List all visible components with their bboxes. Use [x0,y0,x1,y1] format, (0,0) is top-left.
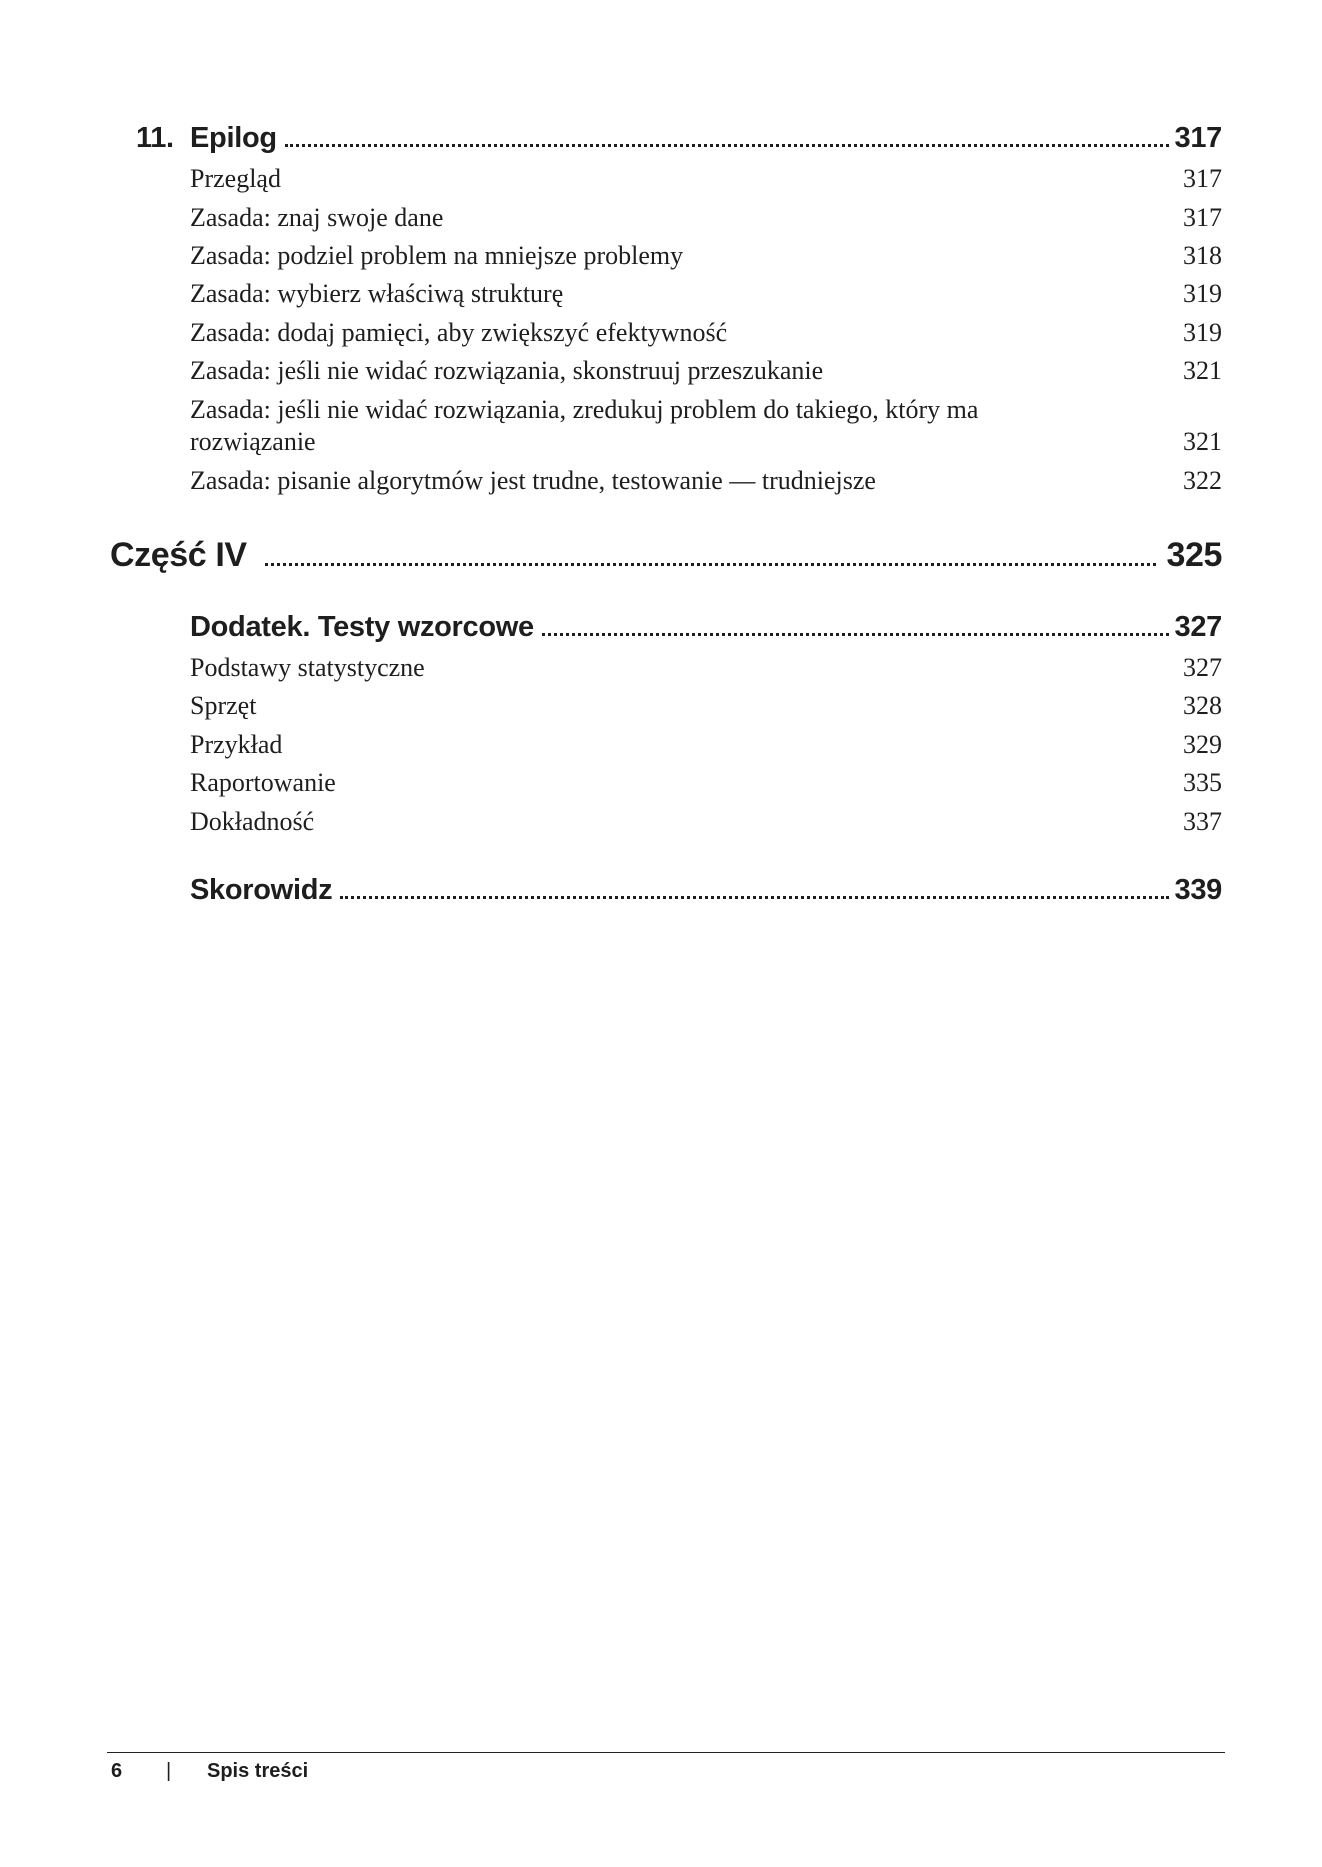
toc-entry-page: 329 [1183,730,1222,759]
chapter-number: 11. [136,122,174,154]
toc-entry-page: 321 [1183,356,1222,385]
toc-entry-label: Zasada: jeśli nie widać rozwiązania, zredukuj problem do takiego, który ma rozwiązanie [190,395,979,456]
toc-entry [190,806,1222,838]
appendix-title: Dodatek. Testy wzorcowe [190,611,534,643]
footer-page-number: 6 [111,1760,123,1782]
toc-entry-label: Dokładność [190,807,315,836]
toc-entry [190,202,1222,234]
toc-entry-label: Raportowanie [190,768,336,797]
toc-entry-label: Przykład [190,730,283,759]
dot-leader [340,896,1168,899]
dot-leader [265,563,1157,566]
toc-entry [190,767,1222,799]
toc-entry-page: 319 [1183,279,1222,308]
toc-entry [190,729,1222,761]
toc-entry-label: Zasada: jeśli nie widać rozwiązania, skonstruuj przeszukanie [190,356,824,385]
toc-entry [190,317,1222,349]
toc-entry-page: 322 [1183,466,1222,495]
chapter-page: 317 [1174,122,1222,154]
toc-entry-page: 328 [1183,691,1222,720]
part-page: 325 [1166,536,1222,574]
toc-entry-label: Przegląd [190,164,281,193]
toc-entry-label: Zasada: dodaj pamięci, aby zwiększyć efektywność [190,318,728,347]
toc-entry-page: 317 [1183,203,1222,232]
toc-entry [190,240,1222,272]
appendix-heading [190,611,1222,644]
toc-entry [190,690,1222,722]
appendix-page: 327 [1174,611,1222,643]
index-page: 339 [1174,874,1222,906]
chapter-heading [136,122,1222,155]
toc-entry [190,394,1222,458]
toc-entry [190,278,1222,310]
toc-entry-page: 317 [1183,164,1222,193]
index-title: Skorowidz [190,874,333,906]
toc-entry-page: 319 [1183,318,1222,347]
toc-entry [190,163,1222,195]
footer-title: Spis treści [207,1760,309,1782]
toc-entry-label: Sprzęt [190,691,257,720]
toc-entry-page: 327 [1183,653,1222,682]
toc-entry-page: 321 [1183,427,1222,456]
chapter-title: Epilog [190,122,277,154]
toc-entry [190,465,1222,497]
part-title: Część IV [110,536,247,574]
toc-entry-page: 335 [1183,768,1222,797]
toc-entry [190,355,1222,387]
toc-entry-label: Zasada: znaj swoje dane [190,203,444,232]
toc-entry [190,652,1222,684]
footer-separator: | [166,1760,172,1782]
toc-entry-label: Zasada: podziel problem na mniejsze problemy [190,241,684,270]
dot-leader [542,633,1169,636]
footer-rule [107,1752,1225,1753]
index-heading [190,874,1222,907]
toc-entry-label: Podstawy statystyczne [190,653,425,682]
toc-entry-label: Zasada: wybierz właściwą strukturę [190,279,564,308]
toc-entry-label: Zasada: pisanie algorytmów jest trudne, testowanie — trudniejsze [190,466,876,495]
toc-entry-page: 337 [1183,807,1222,836]
part-heading [110,536,1222,575]
dot-leader [285,144,1169,147]
toc-entry-page: 318 [1183,241,1222,270]
